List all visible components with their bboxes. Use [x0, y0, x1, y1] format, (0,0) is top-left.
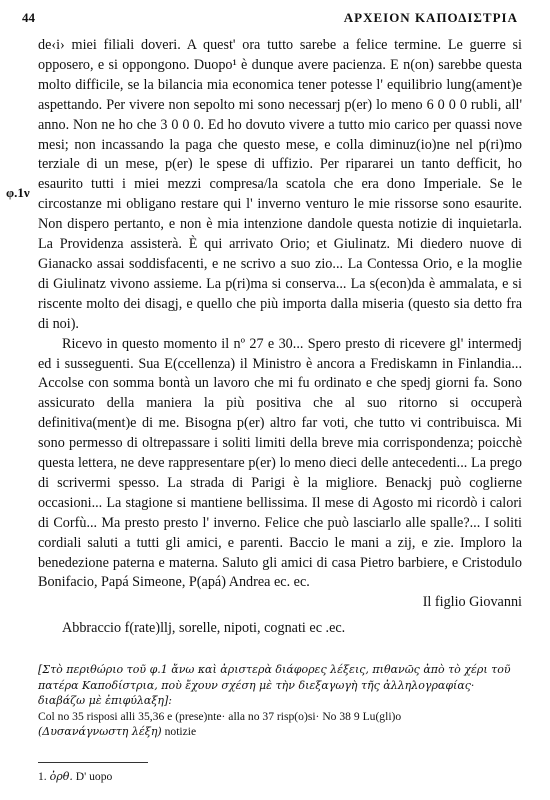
letter-signature: Il figlio Giovanni — [422, 594, 522, 611]
editorial-illegible: (Δυσανάγνωστη λέξη) — [38, 725, 162, 739]
editorial-note-greek: [Στὸ περιθώριο τοῦ φ.1 ἄνω καὶ ἀριστερὰ διάφορες λέξεις, πιθανῶς ἀπὸ τὸ χέρι τοῦ πατέρα Καποδίστρια, ποὺ ἔχουν σχέση μὲ τὴν διεξαγωγὴ τῆς ἀλληλογραφίας· διαβάζω μὲ ἐπιφύλαξη]: — [38, 663, 511, 708]
letter-body — [38, 36, 522, 639]
letter-paragraph-1: de‹i› miei filiali doveri. A quest' ora tutto sarebe a felice termine. Le guerre si opposero, e si oppongono. Duopo¹ è dunque avere pacienza. E n(on) sarebbe questa molto difficile, se la bilancia mia economica tener potesse l' equilibrio lung(ament)e aspettando. Per vivere non sepolto mi sono necessarj p(er) lo meno 6 0 0 0 rubli, all' anno. Non ne ho che 3 0 0 0. Ed ho dovuto vivere a tutto mio carico per quassi nove mesi; non incassando la paga che questo mese, e colla diminuz(io)ne nel p(ri)mo terziale di un mese, p(er) le spese di uffizio. Per ripararei un tanto defficit, ho esaurito tutti i miei mezzi compresa/la scatola che era dono Imperiale. Se le circostanze mi obligano restare qui l' inverno venturo le mie rissorse sono esaurite. Non dispero pertanto, e non è mia intenzione dandole questa notizie di inquietarla. La Providenza assisterà. È qui arrivato Orio; et Giulinatz. Mi diedero nuove di Gianacko assai soddisfacenti, e ne scrivo a suo zio... La Contessa Orio, e la moglie di Giulinatz vivono assieme. La p(ri)ma si conserva... La s(econ)da è ammalata, e si riscente molto dei disagj, e quello che più importa dalla miseria (questo sia detto fra di noi). — [38, 37, 522, 332]
letter-postscript: Abbraccio f(rate)llj, sorelle, nipoti, cognati ec .ec. — [62, 620, 346, 637]
running-head: ΑΡΧΕΙΟΝ ΚΑΠΟΔΙΣΤΡΙΑ — [343, 10, 518, 25]
footnote-number: 1. — [38, 770, 47, 783]
editorial-record-text: Col no 35 risposi alli 35,36 e (prese)nte· alla no 37 risp(o)si· No 38 9 Lu(gli)o — [38, 709, 402, 723]
footnote — [38, 770, 112, 783]
footnote-divider — [38, 762, 148, 763]
editorial-record — [38, 709, 522, 740]
footnote-text: D' uopo — [75, 770, 113, 783]
editorial-note — [38, 662, 522, 740]
footnote-abbr: ὀρθ. — [49, 770, 73, 783]
editorial-tail: notizie — [164, 725, 197, 739]
page-number: 44 — [22, 10, 35, 25]
folio-margin-note: φ.1ν — [6, 185, 30, 200]
letter-paragraph-2: Ricevo in questo momento il nº 27 e 30... Spero presto di ricevere gl' intermedj ed i susseguenti. Sua E(ccellenza) il Ministro è ancora a Frediskamn in Finlandia... Accolse con somma bontà un lavoro che mi fu ordinato e che spedj giorni fa. Sono assicurato della maniera la più positiva che al suo ritorno si occuperà definitiva(ment)e di me. Bisogna p(er) altro far voti, che tutto vi contribuisca. Mi sono permesso di oltrepassare i soliti limiti della breve mia corrispondenza; poicchè questa lettera, ne deve rappresentare p(er) lo meno dieci delle antecedenti... La prego di scrivermi spesso. La strada di Parigi è la migliore. Benackj può coglierne occasioni... La stagione si mantiene bellissima. Il mese di Agosto mi ricordò i calori di Corfù... Ma presto presto l' inverno. Felice che può lasciarlo alle spalle?... I soliti cordiali saluti a tutti gli amici, e parenti. Baccio le mani a zij, e zie. Imploro la benedezione paterna e materna. Saluto gli amici di casa Pietro barbiere, e Cristodulo Bonifacio, Papá Simeone, P(apá) Andrea ec. ec. — [38, 335, 522, 591]
